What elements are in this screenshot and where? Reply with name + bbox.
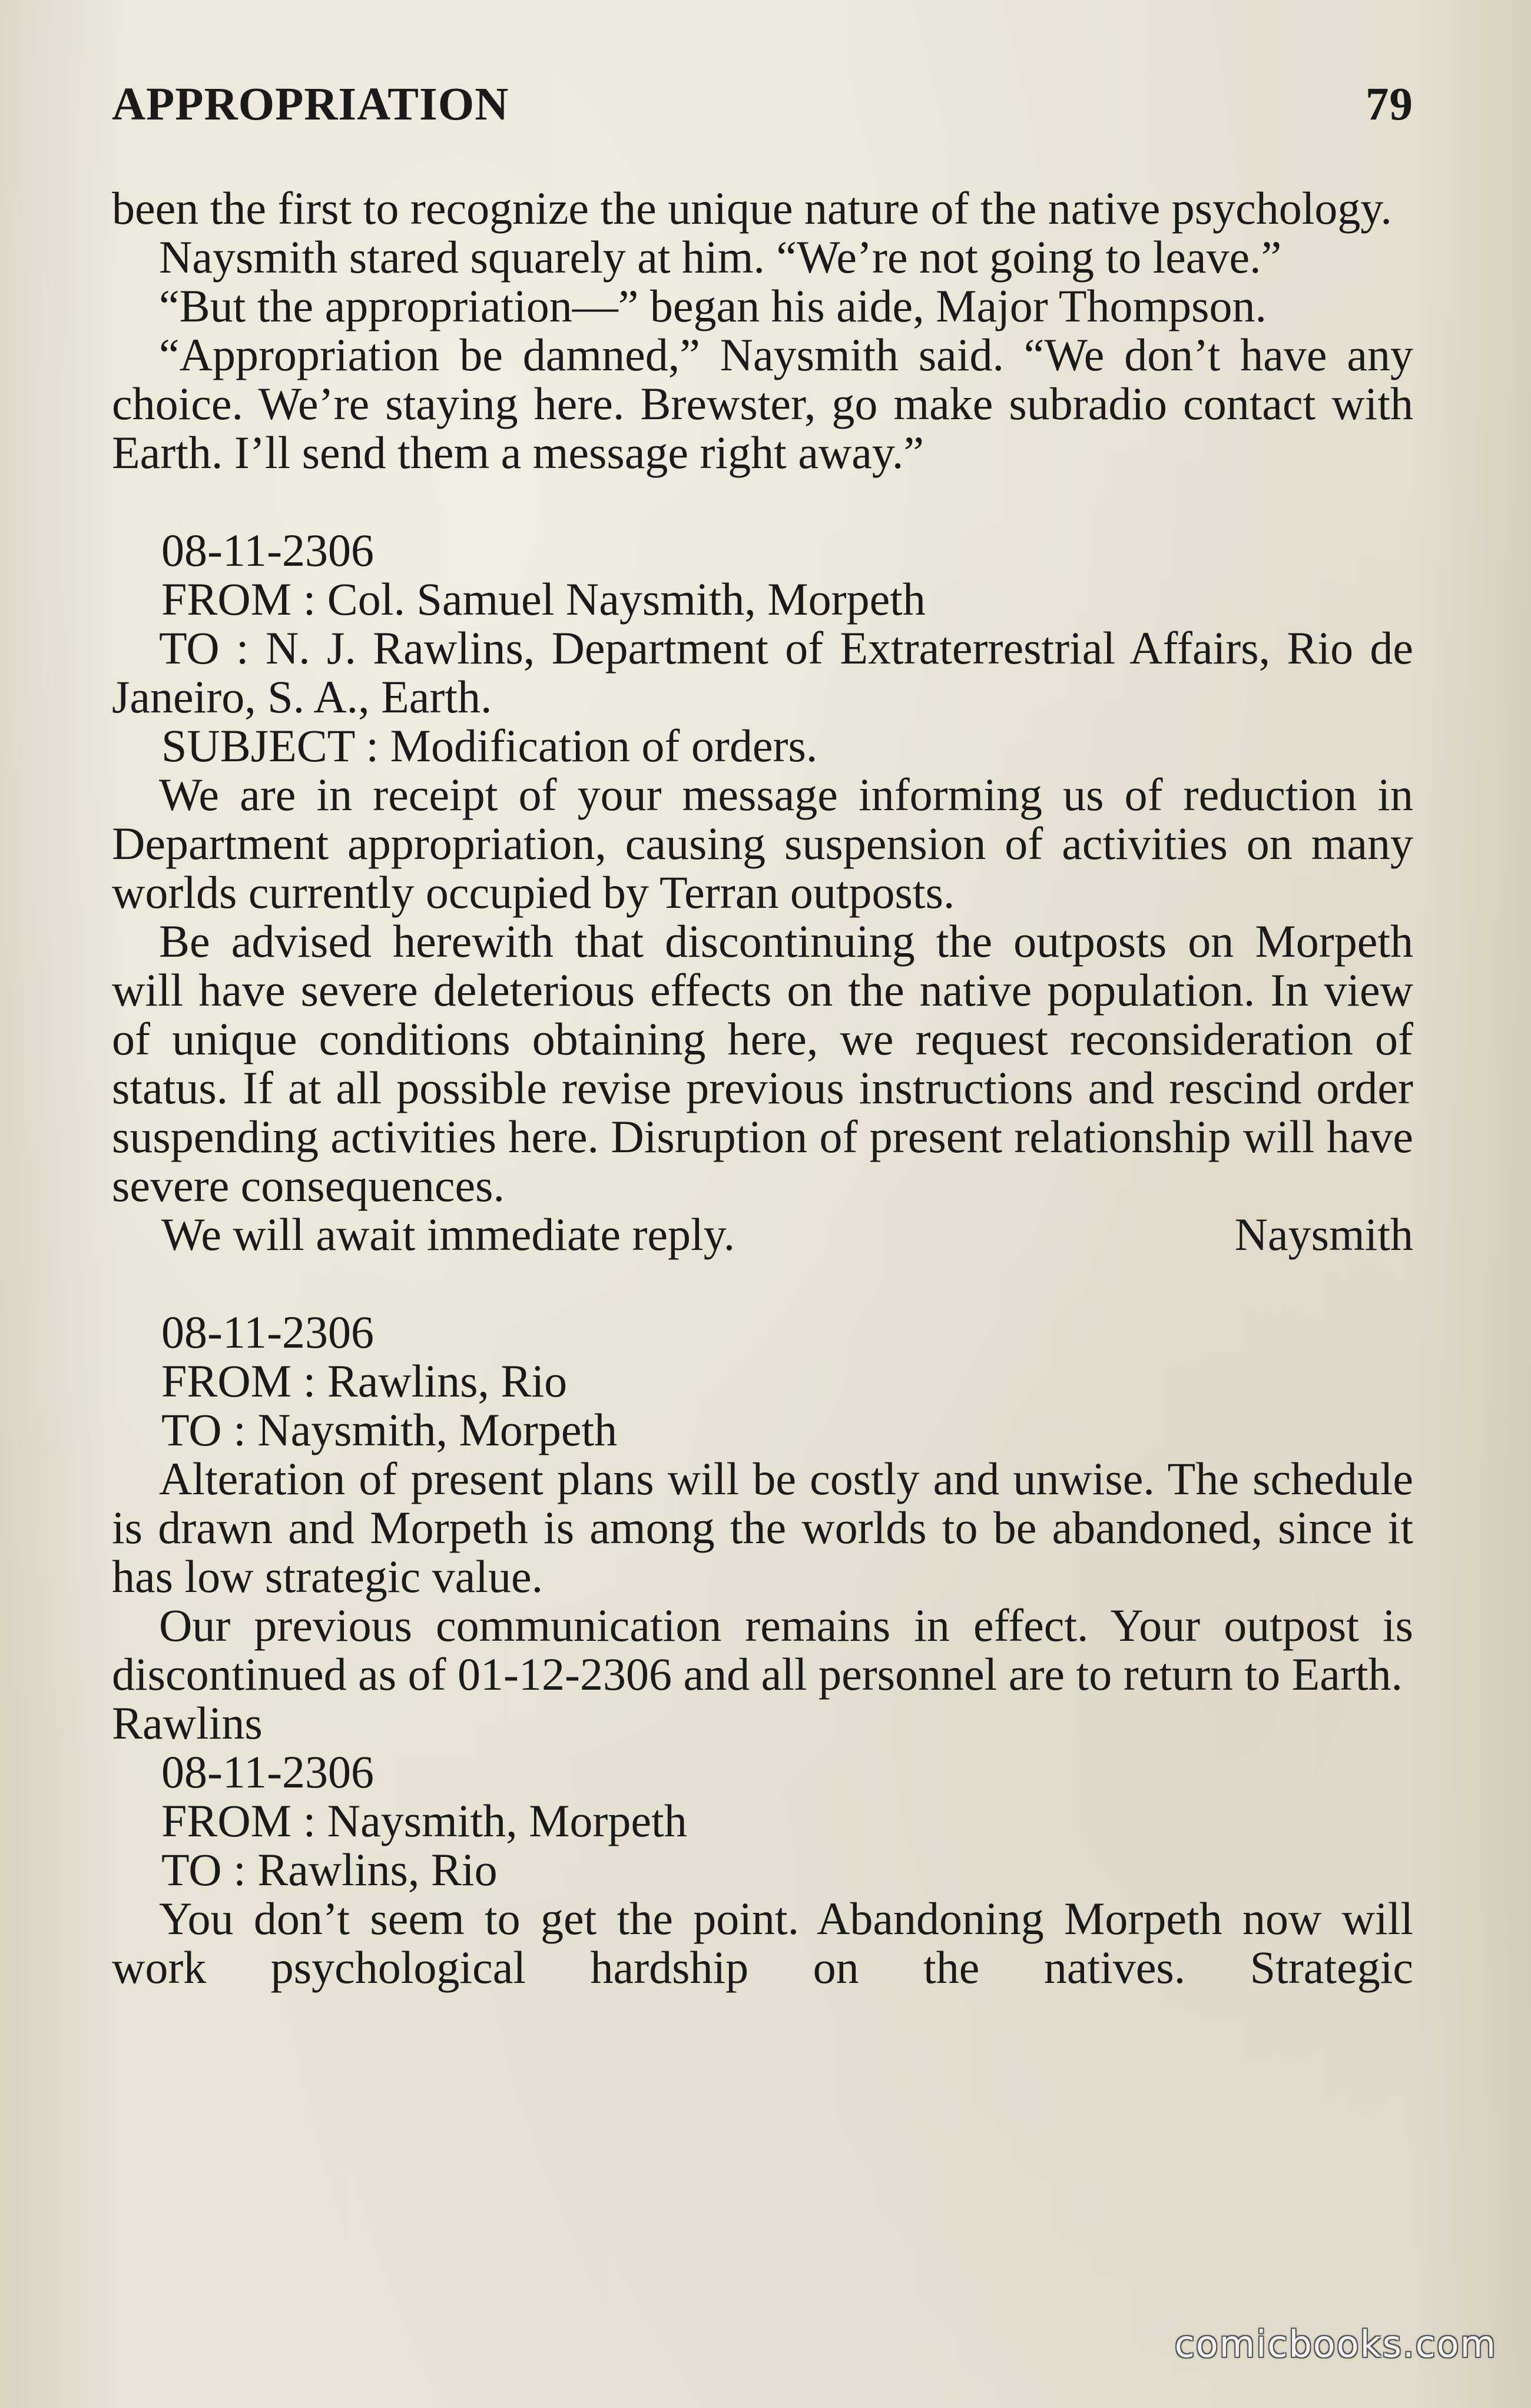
site-watermark: comicbooks.com (1174, 2323, 1497, 2366)
memo-naysmith-reply (112, 1747, 1413, 1992)
paragraph-thompson: “But the appropriation—” began his aide, Major Thompson. (159, 280, 1267, 331)
memo-naysmith-to-rawlins (112, 526, 1413, 1259)
memo-paragraph: Our previous communication remains in effect. Your outpost is discontinued as of 01-12-2306 and all personnel are to return to Earth. (112, 1600, 1413, 1700)
memo-to: TO : Naysmith, Morpeth (161, 1404, 618, 1455)
memo-closing: We will await immediate reply. (161, 1209, 735, 1260)
section-gap (112, 1259, 1413, 1308)
section-gap (112, 477, 1413, 526)
memo-from: FROM : Rawlins, Rio (161, 1355, 568, 1407)
running-head (112, 81, 1413, 128)
memo-date: 08-11-2306 (161, 1306, 375, 1358)
chapter-title: APPROPRIATION (112, 79, 509, 130)
memo-subject: SUBJECT : Modification of orders. (161, 720, 818, 771)
page-number: 79 (1366, 79, 1413, 130)
memo-paragraph: You don’t seem to get the point. Abandoning Morpeth now will work psychological hardship on the natives. Strategic (112, 1893, 1413, 1993)
memo-date: 08-11-2306 (161, 525, 375, 576)
paragraph-naysmith-stare: Naysmith stared squarely at him. “We’re not going to leave.” (159, 231, 1282, 283)
book-page (112, 0, 1413, 2408)
memo-to: TO : Rawlins, Rio (161, 1844, 498, 1895)
memo-to: TO : N. J. Rawlins, Department of Extraterrestrial Affairs, Rio de Janeiro, S. A., Earth. (112, 622, 1413, 722)
memo-signature: Naysmith (1234, 1209, 1413, 1260)
paragraph-continuation: been the first to recognize the unique nature of the native psychology. (112, 183, 1392, 234)
memo-paragraph: Alteration of present plans will be costly and unwise. The schedule is drawn and Morpeth is among the worlds to be abandoned, since it has low strategic value. (112, 1453, 1413, 1602)
memo-from: FROM : Col. Samuel Naysmith, Morpeth (161, 573, 926, 625)
memo-date: 08-11-2306 (161, 1746, 375, 1797)
body-text (112, 184, 1413, 1992)
memo-rawlins-to-naysmith (112, 1308, 1413, 1747)
memo-paragraph: We are in receipt of your message informing us of reduction in Department appropriation, causing suspension of activities on many worlds currently occupied by Terran outposts. (112, 769, 1413, 918)
paragraph-appropriation-damned: “Appropriation be damned,” Naysmith said. “We don’t have any choice. We’re staying here. Brewster, go make subradio contact with Earth. I’ll send them a message right away.” (112, 329, 1413, 478)
memo-paragraph: Be advised herewith that discontinuing the outposts on Morpeth will have severe deleterious effects on the native population. In view of unique conditions obtaining here, we request reconsideration of status. If at all possible revise previous instructions and rescind order suspending activities here. Disruption of present relationship will have severe consequences. (112, 916, 1413, 1211)
memo-from: FROM : Naysmith, Morpeth (161, 1795, 687, 1846)
memo-closing-row (112, 1210, 1413, 1259)
memo-signature: Rawlins (112, 1697, 263, 1749)
